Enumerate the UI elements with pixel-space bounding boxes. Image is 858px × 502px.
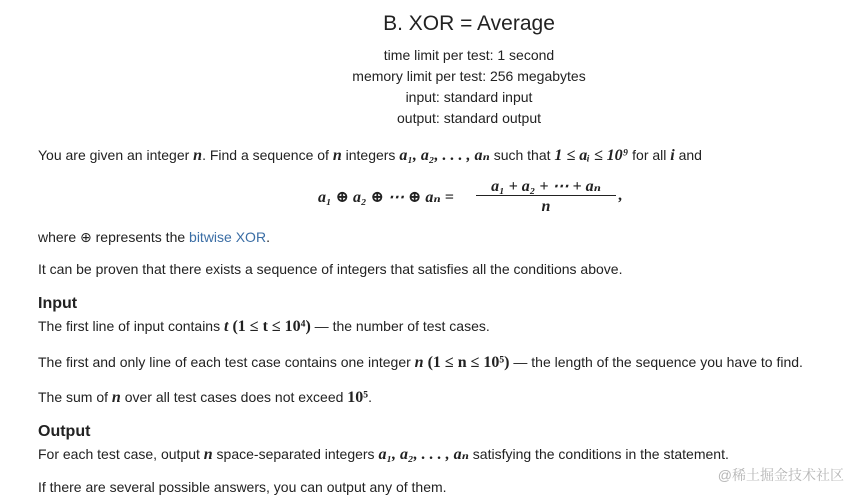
where-text: where ⊕ represents the [38, 229, 190, 245]
statement-paragraph [38, 145, 702, 165]
input-text: The first line of input contains [38, 318, 224, 334]
input-text: The sum of [38, 389, 112, 405]
statement-text: integers [341, 147, 400, 163]
output-text: satisfying the conditions in the statement. [468, 446, 729, 462]
statement-text: . Find a sequence of [202, 147, 333, 163]
math-t: t [224, 318, 229, 335]
input-line-3 [38, 389, 372, 407]
time-limit: time limit per test: 1 second [383, 47, 555, 63]
output-line-1 [38, 444, 729, 464]
fraction-denominator: n [541, 198, 551, 215]
input-line-2 [38, 354, 803, 372]
equation-fraction [476, 176, 616, 216]
statement-text: You are given an integer [38, 147, 194, 163]
math-n: n [111, 389, 121, 406]
watermark: @稀土掘金技术社区 [717, 467, 844, 483]
proven-line: It can be proven that there exists a sequence of integers that satisfies all the conditions above. [38, 261, 623, 277]
math-n: n [414, 354, 424, 371]
where-text-end: . [266, 229, 270, 245]
math-sequence: a₁, a₂, . . . , aₙ [378, 446, 469, 463]
math-n: n [203, 446, 213, 463]
statement-text: for all [628, 147, 671, 163]
memory-limit: memory limit per test: 256 megabytes [352, 68, 586, 84]
fraction-bar [476, 195, 616, 196]
math-condition: 1 ≤ aᵢ ≤ 10⁹ [554, 147, 629, 164]
math-sum-limit: 10⁵ [347, 389, 369, 406]
fraction-numerator: a₁ + a₂ + ⋯ + aₙ [491, 178, 601, 195]
input-line-1 [38, 318, 490, 336]
input-text: — the length of the sequence you have to find. [509, 354, 803, 370]
bitwise-xor-link[interactable]: bitwise XOR [189, 229, 267, 245]
math-t-range: (1 ≤ t ≤ 10⁴) [228, 318, 311, 335]
math-n: n [193, 147, 203, 164]
equation-lhs: a₁ ⊕ a₂ ⊕ ⋯ ⊕ aₙ = [318, 189, 454, 206]
output-text: space-separated integers [212, 446, 379, 462]
math-i: i [670, 147, 675, 164]
equation-comma: , [618, 187, 622, 204]
input-text: The first and only line of each test case contains one integer [38, 354, 415, 370]
output-heading: Output [38, 423, 91, 440]
statement-text: and [674, 147, 702, 163]
math-sequence: a₁, a₂, . . . , aₙ [399, 147, 490, 164]
output-file: output: standard output [397, 110, 541, 126]
input-text: over all test cases does not exceed [120, 389, 348, 405]
math-n: n [332, 147, 342, 164]
output-text: For each test case, output [38, 446, 204, 462]
output-line-2: If there are several possible answers, you can output any of them. [38, 479, 447, 495]
statement-text: such that [489, 147, 555, 163]
input-heading: Input [38, 295, 78, 312]
input-text: — the number of test cases. [310, 318, 490, 334]
input-file: input: standard input [405, 89, 533, 105]
input-text: . [368, 389, 372, 405]
where-line [38, 229, 270, 246]
math-n-range: (1 ≤ n ≤ 10⁵) [423, 354, 510, 371]
problem-title: B. XOR = Average [383, 12, 555, 35]
